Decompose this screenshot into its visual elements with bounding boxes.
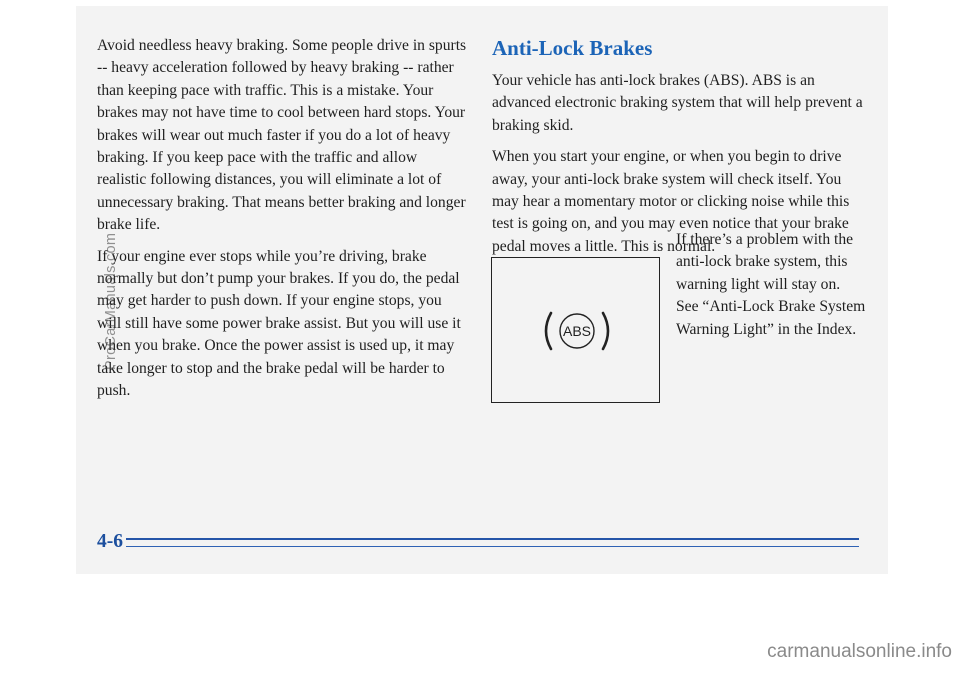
footer-rule: [126, 538, 859, 540]
paragraph-abs-intro: Your vehicle has anti-lock brakes (ABS). ABS is an advanced electronic braking system that will help prevent a braking skid.: [492, 72, 863, 134]
abs-warning-light-figure: [491, 257, 660, 403]
side-watermark: ProCarManuals.com: [103, 232, 119, 370]
page-number: 4-6: [97, 531, 123, 552]
section-heading-anti-lock-brakes: Anti-Lock Brakes: [492, 36, 653, 60]
footer-rule-thin: [126, 546, 859, 547]
bottom-watermark: carmanualsonline.info: [767, 641, 952, 662]
abs-icon-label: ABS: [562, 323, 592, 339]
abs-warning-text: If there’s a problem with the anti-lock brake system, this warning light will stay on. See “Anti-Lock Brake System Warning Light” in the Index.: [676, 231, 866, 338]
paragraph-heavy-braking: Avoid needless heavy braking. Some people drive in spurts -- heavy acceleration followed by heavy braking -- rather than keeping pace with traffic. This is a mistake. Your brakes may not have time to cool between hard stops. Your brakes will wear out much faster if you do a lot of heavy braking. If you keep pace with the traffic and allow realistic following distances, you will eliminate a lot of unnecessary braking. That means better braking and longer brake life.: [97, 37, 467, 234]
paragraph-abs-self-check: When you start your engine, or when you begin to drive away, your anti-lock brake system will check itself. You may hear a momentary motor or clicking noise while this test is going on, and you may even notice that your brake pedal moves a little. This is normal.: [492, 148, 850, 255]
paragraph-engine-stops: If your engine ever stops while you’re driving, brake normally but don’t pump your brakes. If you do, the pedal may get harder to push down. If your engine stops, you will still have some power brake assist. But you will use it when you brake. Once the power assist is used up, it may take longer to stop and the brake pedal will be harder to push.: [97, 247, 461, 400]
left-column: [97, 35, 467, 412]
abs-warning-light-icon: [539, 301, 615, 361]
